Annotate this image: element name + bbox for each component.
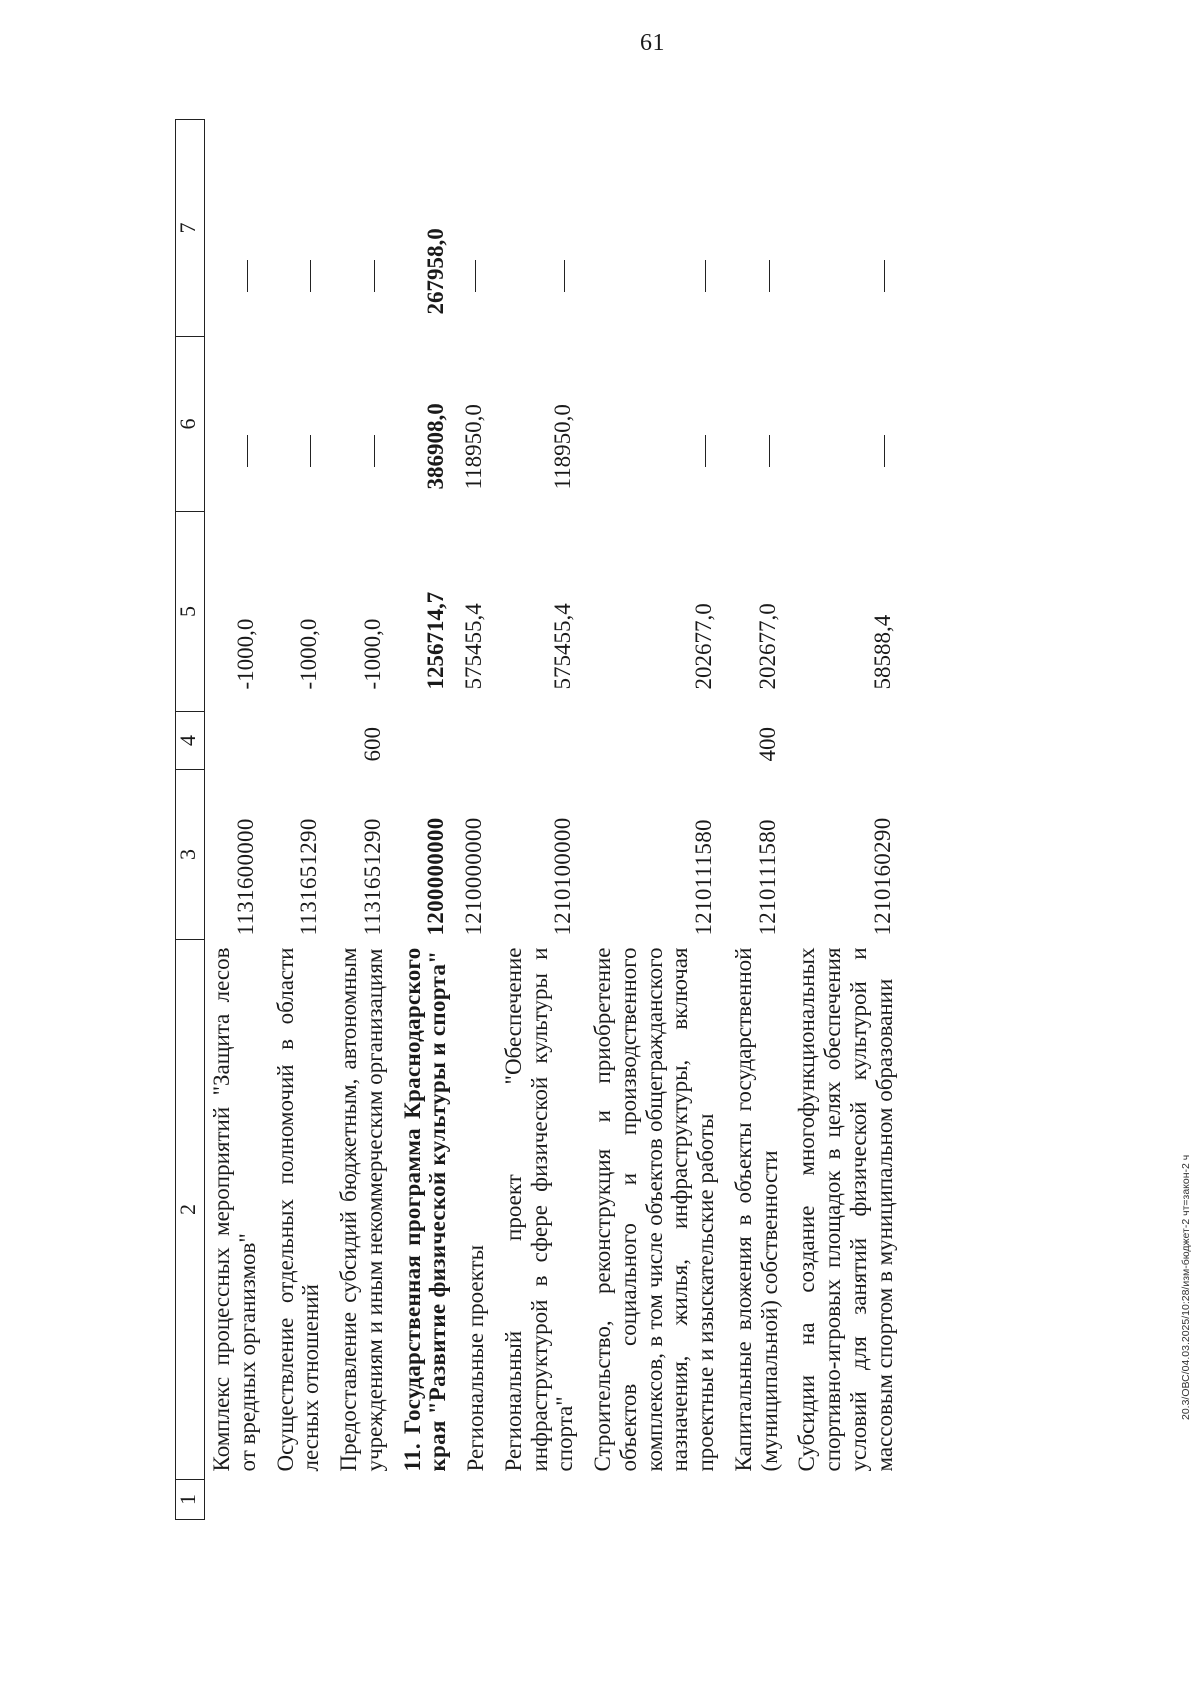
empty-value-dash	[884, 436, 885, 468]
cell-v6: 386908,0	[423, 403, 449, 490]
cell-code: 1210111580	[754, 819, 780, 936]
footer-code: 20.3/ОВС/04.03.2025/10:28/изм-бюджет-2 чт=закон-2 ч	[1180, 1154, 1192, 1420]
cell-v7	[459, 120, 497, 337]
empty-value-dash	[247, 261, 248, 293]
cell-v5: -1000,0	[359, 618, 385, 690]
cell-v7	[205, 120, 269, 337]
cell-v7	[497, 120, 586, 337]
cell-v6	[727, 337, 791, 512]
cell-name: Капитальные вложения в объекты государственной (муниципальной) собственности	[730, 947, 782, 1472]
cell-v7	[269, 120, 333, 337]
header-row	[176, 120, 205, 1520]
cell-name: Региональные проекты	[463, 1244, 488, 1472]
cell-v5: 1256714,7	[423, 591, 449, 690]
cell-code: 1210000000	[461, 817, 486, 936]
cell-code: 1131600000	[232, 818, 258, 936]
empty-value-dash	[705, 261, 706, 293]
cell-type	[396, 712, 460, 770]
cell-name: Предоставление субсидий бюджетным, автономным учреждениям и иным некоммерческим организациям	[336, 947, 387, 1472]
header-col-1: 1	[176, 1480, 205, 1520]
cell-v6	[586, 337, 727, 512]
table-row	[396, 120, 460, 1520]
cell-v7	[727, 120, 791, 337]
cell-type	[497, 712, 586, 770]
table-row	[727, 120, 791, 1520]
cell-col-1	[396, 1480, 460, 1520]
cell-type	[459, 712, 497, 770]
cell-name: Комплекс процессных мероприятий "Защита лесов от вредных организмов"	[209, 947, 260, 1472]
cell-col-1	[205, 1480, 269, 1520]
empty-value-dash	[564, 261, 565, 293]
cell-v5: 575455,4	[461, 603, 486, 690]
cell-col-1	[269, 1480, 333, 1520]
cell-v6	[332, 337, 396, 512]
empty-value-dash	[310, 436, 311, 468]
header-col-2: 2	[176, 940, 205, 1480]
table-body	[205, 120, 906, 1520]
budget-table	[175, 119, 905, 1520]
table-row	[586, 120, 727, 1520]
cell-name: Субсидии на создание многофункциональных спортивно-игровых площадок в целях обеспечения условий для занятий физической культурой и массовым спортом в муниципальном образовании	[794, 947, 897, 1472]
empty-value-dash	[475, 261, 476, 293]
cell-v7: 267958,0	[423, 228, 449, 315]
cell-name: Осуществление отдельных полномочий в области лесных отношений	[272, 947, 324, 1472]
cell-code: 1200000000	[423, 817, 449, 936]
cell-col-1	[790, 1480, 905, 1520]
cell-type	[205, 712, 269, 770]
cell-col-1	[459, 1480, 497, 1520]
cell-v5: 202677,0	[691, 603, 716, 690]
header-col-6: 6	[176, 337, 205, 512]
table-row	[790, 120, 905, 1520]
table-row	[205, 120, 269, 1520]
page-number: 61	[640, 30, 665, 56]
empty-value-dash	[310, 261, 311, 293]
empty-value-dash	[884, 261, 885, 293]
header-col-7: 7	[176, 120, 205, 337]
cell-col-1	[727, 1480, 791, 1520]
cell-col-1	[332, 1480, 396, 1520]
cell-v5: 58588,4	[869, 614, 895, 690]
cell-type	[586, 712, 727, 770]
cell-code: 1131651290	[296, 818, 322, 936]
cell-col-1	[497, 1480, 586, 1520]
cell-v6: 118950,0	[461, 404, 486, 490]
cell-code: 1210160290	[869, 817, 895, 936]
empty-value-dash	[374, 261, 375, 293]
empty-value-dash	[705, 436, 706, 468]
cell-v7	[790, 120, 905, 337]
cell-code: 1131651290	[359, 818, 385, 936]
cell-type: 400	[754, 727, 780, 762]
cell-code: 1210100000	[550, 817, 576, 936]
cell-v5: 202677,0	[754, 603, 780, 690]
cell-v6	[269, 337, 333, 512]
cell-type	[790, 712, 905, 770]
cell-name: Строительство, реконструкция и приобретение объектов социального и производственного комплексов, в том числе объектов общегражданского назначения, жилья, инфраструктуры, включая проектные и изыскательские работы	[590, 947, 718, 1472]
cell-v5: -1000,0	[296, 618, 322, 690]
table-row	[459, 120, 497, 1520]
header-col-4: 4	[176, 712, 205, 770]
cell-v7	[586, 120, 727, 337]
cell-name: Региональный проект "Обеспечение инфраструктурой в сфере физической культуры и спорта"	[500, 947, 578, 1472]
cell-v6	[790, 337, 905, 512]
header-col-5: 5	[176, 512, 205, 712]
cell-v5: 575455,4	[550, 603, 576, 690]
cell-v7	[332, 120, 396, 337]
cell-v6: 118950,0	[550, 404, 576, 490]
cell-v5: -1000,0	[232, 618, 258, 690]
cell-v6	[205, 337, 269, 512]
table-row	[269, 120, 333, 1520]
cell-col-1	[586, 1480, 727, 1520]
table-row	[332, 120, 396, 1520]
budget-table-rotated	[175, 120, 1055, 1520]
cell-type: 600	[359, 727, 385, 762]
empty-value-dash	[374, 436, 375, 468]
cell-code: 1210111580	[691, 819, 716, 936]
empty-value-dash	[247, 436, 248, 468]
cell-name: 11. Государственная программа Краснодарского края "Развитие физической культуры и спорта"	[399, 947, 451, 1472]
empty-value-dash	[769, 436, 770, 468]
header-col-3: 3	[176, 770, 205, 940]
cell-type	[269, 712, 333, 770]
table-row	[497, 120, 586, 1520]
empty-value-dash	[769, 261, 770, 293]
